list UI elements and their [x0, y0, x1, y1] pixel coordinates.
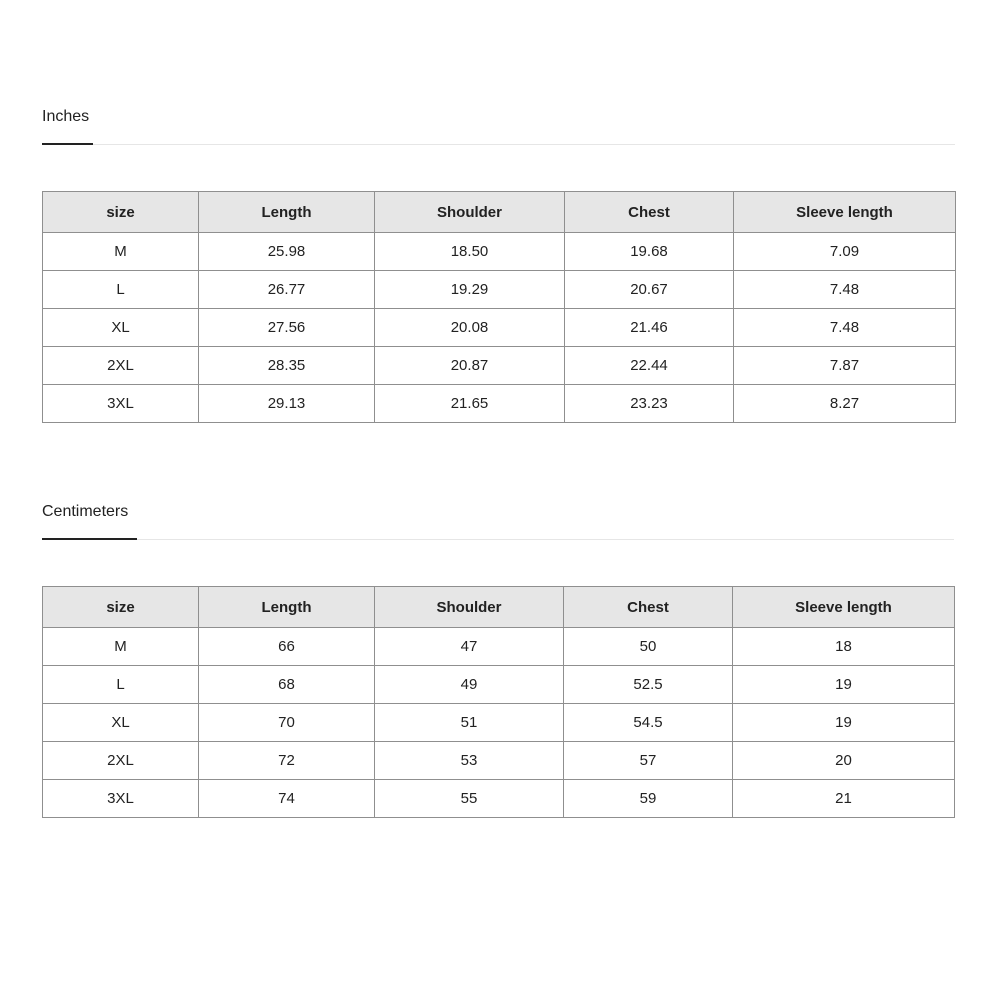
- table-cell: 74: [199, 780, 375, 818]
- centimeters-section: [42, 501, 954, 807]
- table-row: [43, 385, 956, 423]
- table-cell: 53: [375, 742, 564, 780]
- table-header-row: [43, 587, 955, 628]
- table-cell: XL: [43, 309, 199, 347]
- column-header-size: size: [43, 192, 199, 233]
- table-row: [43, 233, 956, 271]
- table-cell: M: [43, 233, 199, 271]
- table-row: [43, 347, 956, 385]
- table-row: [43, 309, 956, 347]
- table-cell: M: [43, 628, 199, 666]
- tab-centimeters[interactable]: [42, 502, 137, 540]
- table-cell: 22.44: [565, 347, 734, 385]
- table-cell: 50: [564, 628, 733, 666]
- table-cell: 19: [733, 666, 955, 704]
- column-header-chest: Chest: [564, 587, 733, 628]
- inches-tab-bar: [42, 106, 955, 145]
- table-row: [43, 271, 956, 309]
- inches-section: [42, 106, 955, 412]
- table-cell: 20.67: [565, 271, 734, 309]
- table-row: [43, 704, 955, 742]
- table-cell: 68: [199, 666, 375, 704]
- table-cell: 66: [199, 628, 375, 666]
- column-header-length: Length: [199, 192, 375, 233]
- table-cell: 7.48: [734, 309, 956, 347]
- table-cell: 27.56: [199, 309, 375, 347]
- table-cell: 49: [375, 666, 564, 704]
- table-cell: 2XL: [43, 347, 199, 385]
- centimeters-size-table: [42, 586, 955, 818]
- table-cell: 7.09: [734, 233, 956, 271]
- inches-size-table: [42, 191, 956, 423]
- table-cell: L: [43, 666, 199, 704]
- column-header-sleeve-length: Sleeve length: [734, 192, 956, 233]
- table-row: [43, 780, 955, 818]
- table-cell: 28.35: [199, 347, 375, 385]
- table-cell: 21.65: [375, 385, 565, 423]
- column-header-length: Length: [199, 587, 375, 628]
- tab-inches-label: Inches: [42, 108, 90, 125]
- table-cell: 52.5: [564, 666, 733, 704]
- table-cell: 19: [733, 704, 955, 742]
- table-cell: 54.5: [564, 704, 733, 742]
- table-cell: 23.23: [565, 385, 734, 423]
- table-row: [43, 666, 955, 704]
- table-cell: 3XL: [43, 385, 199, 423]
- table-cell: L: [43, 271, 199, 309]
- table-cell: 7.87: [734, 347, 956, 385]
- table-row: [43, 742, 955, 780]
- column-header-shoulder: Shoulder: [375, 587, 564, 628]
- table-cell: 21.46: [565, 309, 734, 347]
- centimeters-tab-bar: [42, 501, 954, 540]
- table-cell: 47: [375, 628, 564, 666]
- table-cell: 7.48: [734, 271, 956, 309]
- tab-inches[interactable]: [42, 107, 93, 145]
- column-header-size: size: [43, 587, 199, 628]
- table-cell: 57: [564, 742, 733, 780]
- column-header-chest: Chest: [565, 192, 734, 233]
- table-cell: 20: [733, 742, 955, 780]
- column-header-shoulder: Shoulder: [375, 192, 565, 233]
- table-cell: 59: [564, 780, 733, 818]
- column-header-sleeve-length: Sleeve length: [733, 587, 955, 628]
- table-header-row: [43, 192, 956, 233]
- table-cell: 70: [199, 704, 375, 742]
- table-cell: 3XL: [43, 780, 199, 818]
- tab-centimeters-label: Centimeters: [42, 503, 129, 520]
- table-row: [43, 628, 955, 666]
- table-cell: XL: [43, 704, 199, 742]
- table-cell: 18.50: [375, 233, 565, 271]
- table-cell: 25.98: [199, 233, 375, 271]
- table-cell: 19.29: [375, 271, 565, 309]
- table-cell: 2XL: [43, 742, 199, 780]
- table-cell: 8.27: [734, 385, 956, 423]
- table-cell: 26.77: [199, 271, 375, 309]
- table-cell: 51: [375, 704, 564, 742]
- table-cell: 55: [375, 780, 564, 818]
- table-cell: 20.87: [375, 347, 565, 385]
- table-cell: 20.08: [375, 309, 565, 347]
- table-cell: 29.13: [199, 385, 375, 423]
- table-cell: 19.68: [565, 233, 734, 271]
- table-cell: 21: [733, 780, 955, 818]
- table-cell: 72: [199, 742, 375, 780]
- table-cell: 18: [733, 628, 955, 666]
